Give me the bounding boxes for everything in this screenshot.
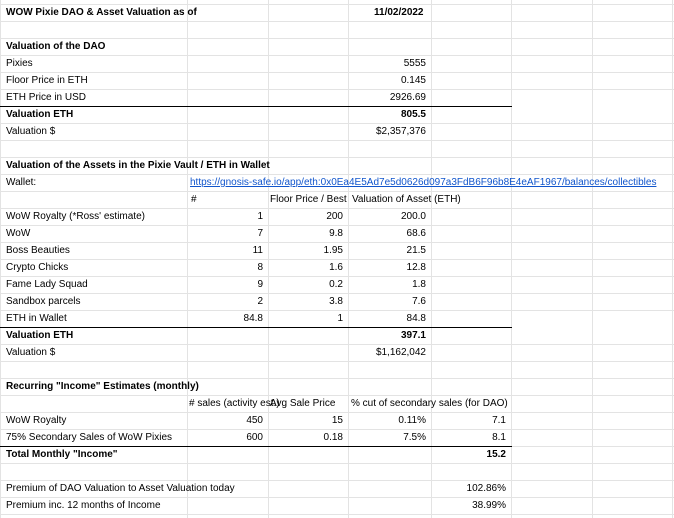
- dao-valuation-usd-label[interactable]: Valuation $: [6, 126, 56, 137]
- grid-line: [0, 361, 674, 362]
- income-section-heading[interactable]: Recurring "Income" Estimates (monthly): [6, 381, 199, 392]
- secondary-cut-column-header[interactable]: % cut of secondary sales (for DAO): [351, 398, 508, 409]
- asset-floor-price[interactable]: 1: [337, 313, 343, 324]
- asset-name[interactable]: ETH in Wallet: [6, 313, 67, 324]
- asset-count[interactable]: 8: [257, 262, 263, 273]
- grid-line: [0, 514, 674, 515]
- dao-valuation-usd-value[interactable]: $2,357,376: [375, 126, 426, 137]
- income-avg-price[interactable]: 0.18: [323, 432, 343, 443]
- asset-floor-price[interactable]: 3.8: [329, 296, 343, 307]
- asset-floor-price[interactable]: 1.6: [329, 262, 343, 273]
- count-column-header[interactable]: #: [191, 194, 197, 205]
- floor-price-label[interactable]: Floor Price in ETH: [6, 75, 88, 86]
- floor-price-column-header[interactable]: Floor Price / Best: [270, 194, 347, 205]
- asset-name[interactable]: WoW: [6, 228, 31, 239]
- asset-name[interactable]: Sandbox parcels: [6, 296, 81, 307]
- asset-name[interactable]: Fame Lady Squad: [6, 279, 88, 290]
- wallet-link[interactable]: https://gnosis-safe.io/app/eth:0x0Ea4E5Ad7e5d0626d097a3FdB6F96b8E4eAF1967/balances/collectibles: [190, 177, 657, 188]
- asset-name[interactable]: Boss Beauties: [6, 245, 70, 256]
- income-sales-count[interactable]: 600: [246, 432, 263, 443]
- sheet-title[interactable]: WOW Pixie DAO & Asset Valuation as of: [6, 7, 197, 18]
- asset-valuation[interactable]: 1.8: [412, 279, 426, 290]
- floor-price-value[interactable]: 0.145: [400, 75, 426, 86]
- asset-valuation[interactable]: 12.8: [406, 262, 426, 273]
- assets-valuation-usd-value[interactable]: $1,162,042: [375, 347, 426, 358]
- premium-today-value[interactable]: 102.86%: [466, 483, 506, 494]
- dao-valuation-eth-label[interactable]: Valuation ETH: [6, 109, 74, 120]
- wallet-label[interactable]: Wallet:: [6, 177, 37, 188]
- asset-count[interactable]: 84.8: [243, 313, 263, 324]
- asset-valuation[interactable]: 68.6: [406, 228, 426, 239]
- income-monthly-total[interactable]: 8.1: [492, 432, 506, 443]
- income-source-name[interactable]: WoW Royalty: [6, 415, 67, 426]
- dao-valuation-eth-value[interactable]: 805.5: [400, 109, 426, 120]
- avg-sale-price-column-header[interactable]: Avg Sale Price: [270, 398, 336, 409]
- asset-name[interactable]: WoW Royalty (*Ross' estimate): [6, 211, 145, 222]
- income-monthly-total[interactable]: 7.1: [492, 415, 506, 426]
- total-income-label[interactable]: Total Monthly "Income": [6, 449, 118, 460]
- dao-section-heading[interactable]: Valuation of the DAO: [6, 41, 106, 52]
- asset-count[interactable]: 7: [257, 228, 263, 239]
- premium-today-label[interactable]: Premium of DAO Valuation to Asset Valuation today: [6, 483, 235, 494]
- asset-count[interactable]: 2: [257, 296, 263, 307]
- pixies-label[interactable]: Pixies: [6, 58, 33, 69]
- total-income-value[interactable]: 15.2: [486, 449, 506, 460]
- assets-valuation-eth-label[interactable]: Valuation ETH: [6, 330, 74, 341]
- asset-count[interactable]: 11: [252, 245, 263, 256]
- asset-valuation-column-header[interactable]: Valuation of Asset (ETH): [352, 194, 461, 205]
- asset-floor-price[interactable]: 200: [326, 211, 343, 222]
- pixies-value[interactable]: 5555: [403, 58, 426, 69]
- income-sales-count[interactable]: 450: [246, 415, 263, 426]
- asset-name[interactable]: Crypto Chicks: [6, 262, 69, 273]
- grid-line: [0, 463, 674, 464]
- asset-count[interactable]: 1: [257, 211, 263, 222]
- sales-count-column-header[interactable]: # sales (activity est.): [189, 398, 280, 409]
- premium-12m-value[interactable]: 38.99%: [472, 500, 506, 511]
- grid-line: [0, 140, 674, 141]
- asset-floor-price[interactable]: 0.2: [329, 279, 343, 290]
- income-source-name[interactable]: 75% Secondary Sales of WoW Pixies: [6, 432, 173, 443]
- asset-valuation[interactable]: 84.8: [406, 313, 426, 324]
- income-avg-price[interactable]: 15: [331, 415, 343, 426]
- income-cut-percent[interactable]: 7.5%: [403, 432, 426, 443]
- asset-floor-price[interactable]: 1.95: [323, 245, 343, 256]
- asset-count[interactable]: 9: [257, 279, 263, 290]
- assets-valuation-eth-value[interactable]: 397.1: [400, 330, 426, 341]
- valuation-date[interactable]: 11/02/2022: [374, 7, 424, 18]
- asset-valuation[interactable]: 200.0: [400, 211, 426, 222]
- asset-valuation[interactable]: 7.6: [412, 296, 426, 307]
- grid-line: [0, 21, 674, 22]
- asset-valuation[interactable]: 21.5: [406, 245, 426, 256]
- premium-12m-label[interactable]: Premium inc. 12 months of Income: [6, 500, 161, 511]
- income-cut-percent[interactable]: 0.11%: [398, 415, 426, 426]
- eth-price-value[interactable]: 2926.69: [389, 92, 426, 103]
- assets-section-heading[interactable]: Valuation of the Assets in the Pixie Vault / ETH in Wallet: [6, 160, 270, 171]
- assets-valuation-usd-label[interactable]: Valuation $: [6, 347, 56, 358]
- asset-floor-price[interactable]: 9.8: [329, 228, 343, 239]
- eth-price-label[interactable]: ETH Price in USD: [6, 92, 87, 103]
